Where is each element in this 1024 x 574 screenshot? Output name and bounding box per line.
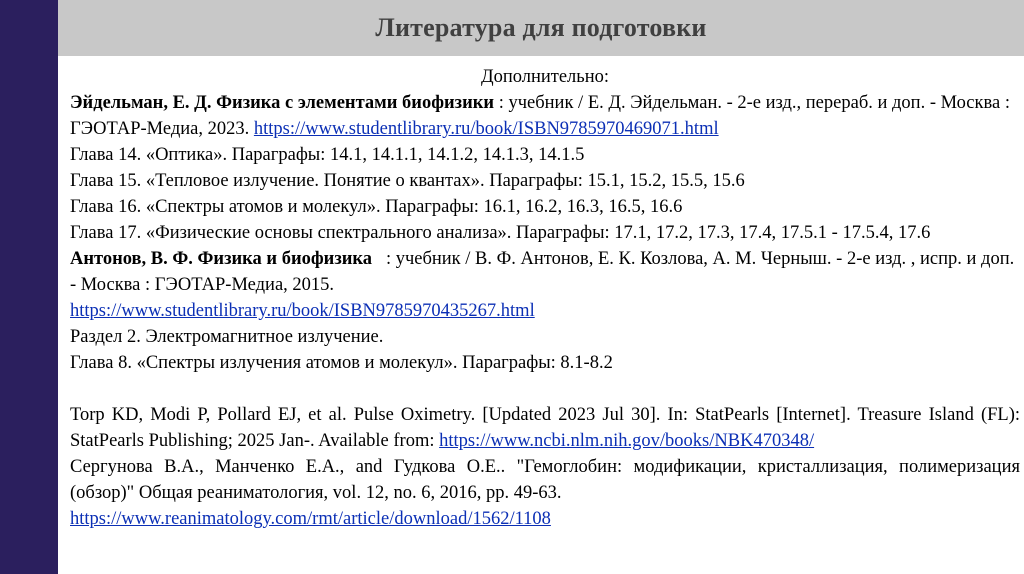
- ref2-citation: [70, 454, 1020, 532]
- spacer: [70, 376, 1020, 402]
- book1-link[interactable]: https://www.studentlibrary.ru/book/ISBN9785970469071.html: [253, 119, 719, 139]
- book2-chapter: Раздел 2. Электромагнитное излучение.: [70, 327, 384, 347]
- ref1-link[interactable]: https://www.ncbi.nlm.nih.gov/books/NBK470348/: [439, 431, 815, 451]
- book1-chapter: Глава 14. «Оптика». Параграфы: 14.1, 14.1.1, 14.1.2, 14.1.3, 14.1.5: [70, 145, 585, 165]
- left-accent-bar: [0, 0, 58, 574]
- book2-link[interactable]: https://www.studentlibrary.ru/book/ISBN9785970435267.html: [70, 301, 535, 321]
- slide-title: Литература для подготовки: [375, 13, 707, 42]
- title-bar: [58, 0, 1024, 56]
- ref2-link[interactable]: https://www.reanimatology.com/rmt/article/download/1562/1108: [70, 509, 551, 529]
- book1-chapter: Глава 15. «Тепловое излучение. Понятие о квантах». Параграфы: 15.1, 15.2, 15.5, 15.6: [70, 171, 745, 191]
- book2-author-title: Антонов, В. Ф. Физика и биофизика: [70, 249, 373, 269]
- book2-chapter: Глава 8. «Спектры излучения атомов и молекул». Параграфы: 8.1-8.2: [70, 353, 613, 373]
- book1-chapter: Глава 17. «Физические основы спектрального анализа». Параграфы: 17.1, 17.2, 17.3, 17.4, 17.5.1 - 17.5.4, 17.6: [70, 223, 931, 243]
- book1-chapter: Глава 16. «Спектры атомов и молекул». Параграфы: 16.1, 16.2, 16.3, 16.5, 16.6: [70, 197, 683, 217]
- ref1-text: Torp KD, Modi P, Pollard EJ, et al. Pulse Oximetry. [Updated 2023 Jul 30]. In: StatPearls [Internet]. Treasure Island (FL): StatPearls Publishing; 2025 Jan-. Available from:: [70, 405, 1020, 451]
- ref2-text: Сергунова В.А., Манченко Е.А., and Гудкова О.Е.. "Гемоглобин: модификации, кристаллизация, полимеризация (обзор)" Общая реаниматология, vol. 12, no. 6, 2016, pp. 49-63.: [70, 457, 1020, 503]
- book1-citation: [70, 90, 1020, 142]
- ref1-citation: [70, 402, 1020, 454]
- slide-content: [70, 64, 1020, 532]
- intro-label: Дополнительно:: [480, 67, 610, 87]
- book2-citation: [70, 246, 1020, 324]
- book1-description: : учебник / Е. Д. Эйдельман. - 2-е изд., перераб. и доп. - Москва : ГЭОТАР-Медиа, 2023.: [70, 93, 1010, 139]
- book2-description: : учебник / В. Ф. Антонов, Е. К. Козлова, А. М. Черныш. - 2-е изд. , испр. и доп. - Москва : ГЭОТАР-Медиа, 2015.: [70, 249, 1019, 295]
- book1-author-title: Эйдельман, Е. Д. Физика с элементами биофизики: [70, 93, 495, 113]
